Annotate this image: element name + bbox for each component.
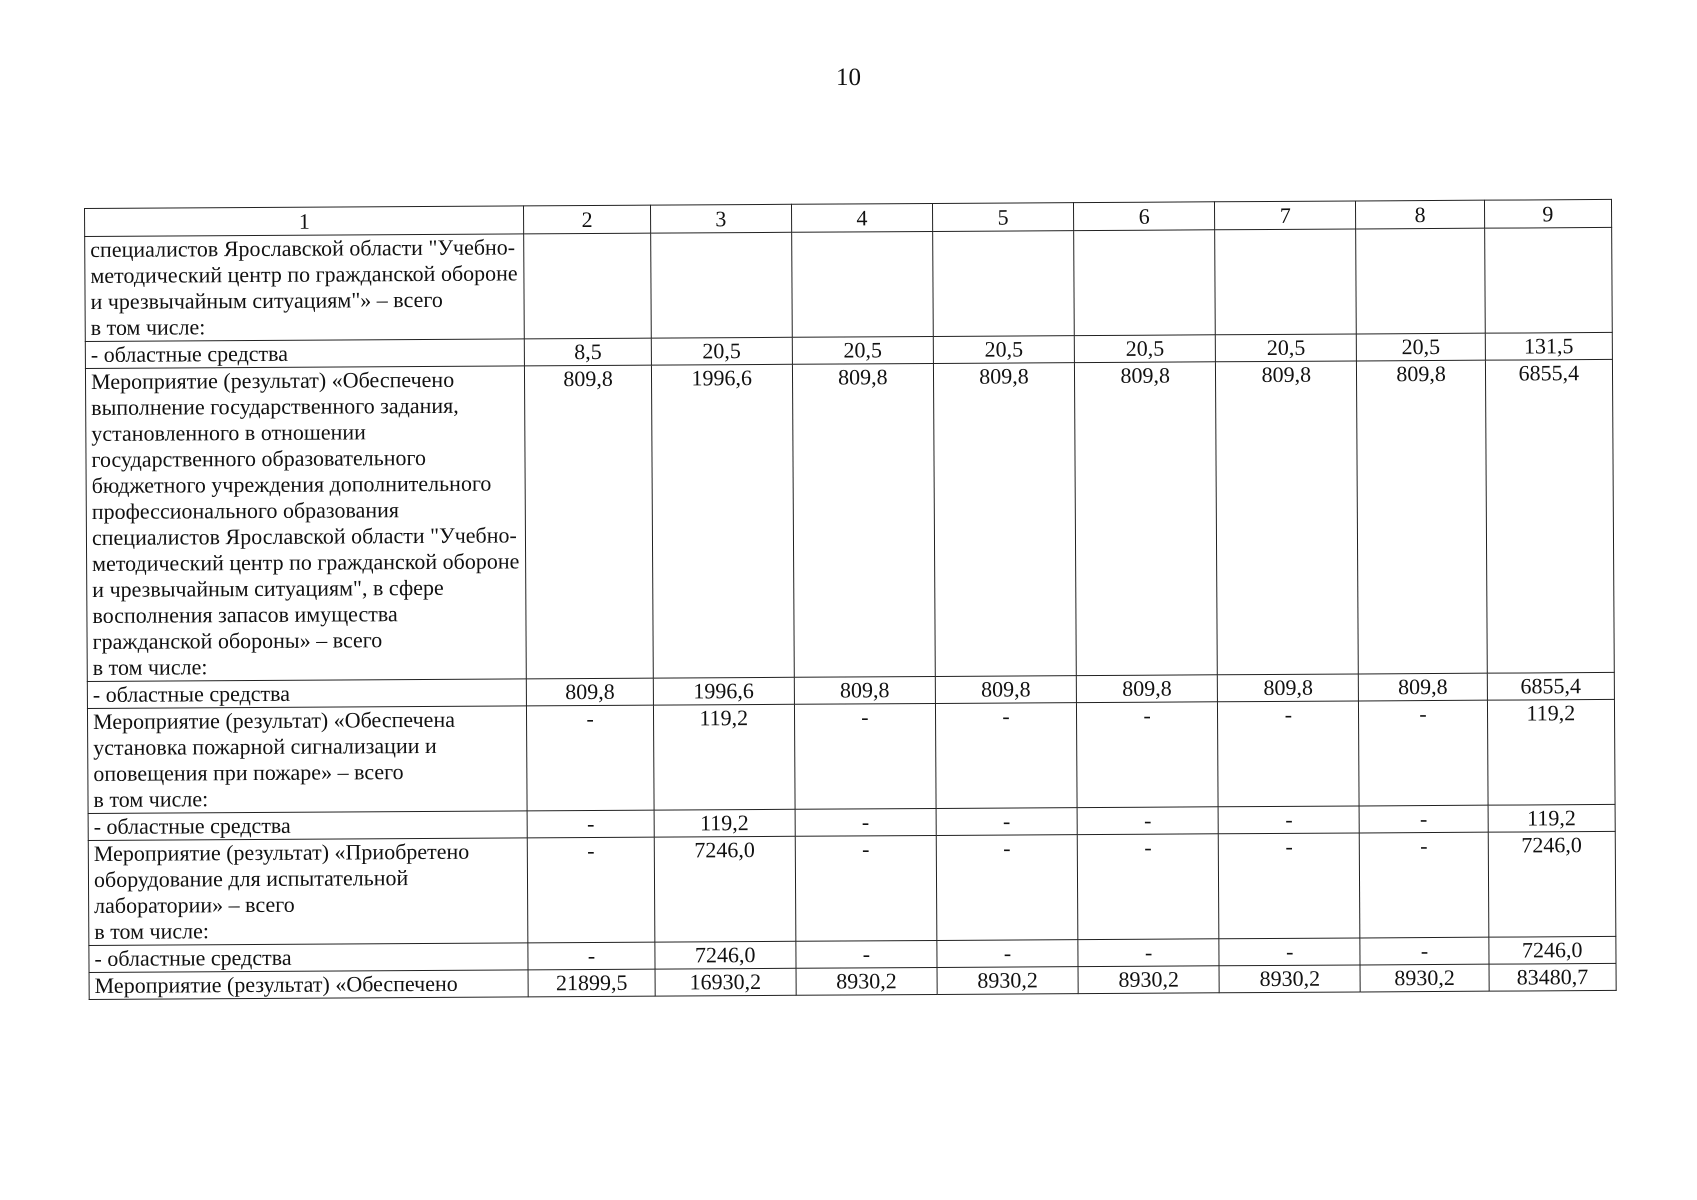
cell-value-col-6: - [1077, 702, 1219, 808]
cell-value-col-2: - [527, 705, 654, 811]
cell-value-col-5: - [937, 940, 1078, 968]
column-header: 3 [650, 204, 791, 233]
page-number: 10 [836, 64, 861, 91]
row-description: - областные средства [89, 943, 529, 973]
cell-value-col-9: 6855,4 [1487, 672, 1614, 700]
row-description: Мероприятие (результат) «Обеспечено [89, 970, 529, 1000]
cell-value-col-4: 809,8 [792, 363, 935, 677]
column-header: 6 [1074, 202, 1215, 231]
cell-value-col-6: 809,8 [1076, 675, 1217, 703]
cell-value-col-2: - [528, 837, 655, 943]
cell-value-col-9: 119,2 [1488, 804, 1615, 832]
table-row [85, 227, 1613, 341]
cell-value-col-7: 20,5 [1215, 334, 1356, 362]
cell-value-col-9: 7246,0 [1488, 831, 1616, 937]
financing-table-container [84, 199, 1617, 1000]
cell-value-col-6: - [1077, 807, 1218, 835]
cell-value-col-6 [1074, 230, 1216, 336]
cell-value-col-6: 20,5 [1074, 335, 1215, 363]
table-body [85, 227, 1617, 999]
cell-value-col-4: - [795, 835, 937, 941]
cell-value-col-3: 20,5 [651, 337, 792, 365]
cell-value-col-2: 809,8 [527, 678, 653, 706]
column-header: 9 [1484, 199, 1611, 228]
cell-value-col-4 [791, 231, 933, 337]
cell-value-col-4: 8930,2 [796, 967, 937, 995]
cell-value-col-3: 119,2 [653, 704, 795, 810]
cell-value-col-8 [1356, 228, 1485, 334]
cell-value-col-6: 809,8 [1075, 362, 1218, 676]
cell-value-col-7: - [1218, 833, 1360, 939]
cell-value-col-8: - [1360, 832, 1489, 938]
cell-value-col-8: - [1359, 805, 1487, 833]
cell-value-col-5: - [936, 835, 1078, 941]
cell-value-col-9 [1484, 227, 1612, 333]
cell-value-col-6: - [1077, 834, 1219, 940]
cell-value-col-4: - [794, 703, 936, 809]
cell-value-col-3: 7246,0 [654, 836, 796, 942]
row-description: - областные средства [85, 339, 525, 369]
cell-value-col-9: 119,2 [1487, 699, 1615, 805]
cell-value-col-4: 809,8 [794, 676, 935, 704]
cell-value-col-7: 809,8 [1218, 674, 1359, 702]
cell-value-col-5: 809,8 [935, 676, 1076, 704]
cell-value-col-9: 83480,7 [1489, 963, 1616, 991]
cell-value-col-2: - [528, 810, 654, 838]
cell-value-col-6: 8930,2 [1078, 966, 1219, 994]
cell-value-col-9: 6855,4 [1485, 359, 1614, 673]
cell-value-col-4: - [795, 808, 936, 836]
table-row [87, 699, 1615, 813]
column-header: 4 [791, 203, 932, 232]
cell-value-col-4: 20,5 [792, 336, 933, 364]
row-description: - областные средства [88, 811, 528, 841]
cell-value-col-9: 7246,0 [1489, 936, 1616, 964]
row-description: Мероприятие (результат) «Приобретено оборудование для испытательной лаборатории» – всего в том числе: [88, 838, 528, 946]
cell-value-col-5: - [936, 808, 1077, 836]
cell-value-col-7: - [1218, 701, 1360, 807]
row-description: Мероприятие (результат) «Обеспечено выполнение государственного задания, установленного в отношении государственного образовательного бюджетного учреждения дополнительного профессионального образования специалистов Ярославской области "Учебно-методический центр по гражданской обороне и чрезвычайным ситуациям", в сфере восполнения запасов имущества гражданской обороны» – всего в том числе: [85, 366, 526, 682]
cell-value-col-3: 119,2 [654, 809, 795, 837]
table-row [85, 359, 1614, 681]
cell-value-col-7: - [1218, 806, 1359, 834]
cell-value-col-5: 8930,2 [937, 967, 1078, 995]
cell-value-col-7 [1215, 229, 1357, 335]
cell-value-col-8: 809,8 [1357, 360, 1487, 674]
table-row [88, 831, 1616, 945]
cell-value-col-3: 1996,6 [653, 677, 794, 705]
cell-value-col-2: 809,8 [525, 365, 653, 679]
cell-value-col-5: 20,5 [933, 336, 1074, 364]
cell-value-col-9: 131,5 [1485, 332, 1612, 360]
cell-value-col-8: 809,8 [1359, 673, 1487, 701]
row-description: Мероприятие (результат) «Обеспечена установка пожарной сигнализации и оповещения при пожаре» – всего в том числе: [87, 706, 527, 814]
column-header: 8 [1356, 200, 1484, 229]
cell-value-col-2: - [528, 942, 654, 970]
cell-value-col-2: 8,5 [525, 338, 651, 366]
cell-value-col-8: - [1359, 700, 1488, 806]
cell-value-col-7: 8930,2 [1219, 965, 1360, 993]
cell-value-col-5 [933, 231, 1075, 337]
cell-value-col-7: - [1219, 938, 1360, 966]
cell-value-col-3: 1996,6 [651, 364, 794, 678]
cell-value-col-7: 809,8 [1216, 361, 1359, 675]
cell-value-col-3 [650, 232, 792, 338]
cell-value-col-8: - [1360, 937, 1488, 965]
cell-value-col-3: 7246,0 [655, 941, 796, 969]
cell-value-col-5: 809,8 [933, 363, 1076, 677]
column-header: 2 [524, 205, 650, 234]
cell-value-col-2 [524, 233, 651, 339]
cell-value-col-6: - [1078, 939, 1219, 967]
column-header: 7 [1215, 201, 1356, 230]
row-description: - областные средства [87, 679, 527, 709]
financing-table [84, 199, 1617, 1000]
cell-value-col-3: 16930,2 [655, 968, 796, 996]
cell-value-col-2: 21899,5 [529, 969, 655, 997]
cell-value-col-8: 20,5 [1357, 333, 1485, 361]
column-header: 5 [932, 203, 1073, 232]
cell-value-col-5: - [935, 703, 1077, 809]
row-description: специалистов Ярославской области "Учебно-методический центр по гражданской обороне и чрезвычайным ситуациям"» – всего в том числе: [85, 234, 525, 342]
column-header: 1 [85, 206, 525, 237]
cell-value-col-8: 8930,2 [1360, 964, 1488, 992]
cell-value-col-4: - [796, 940, 937, 968]
